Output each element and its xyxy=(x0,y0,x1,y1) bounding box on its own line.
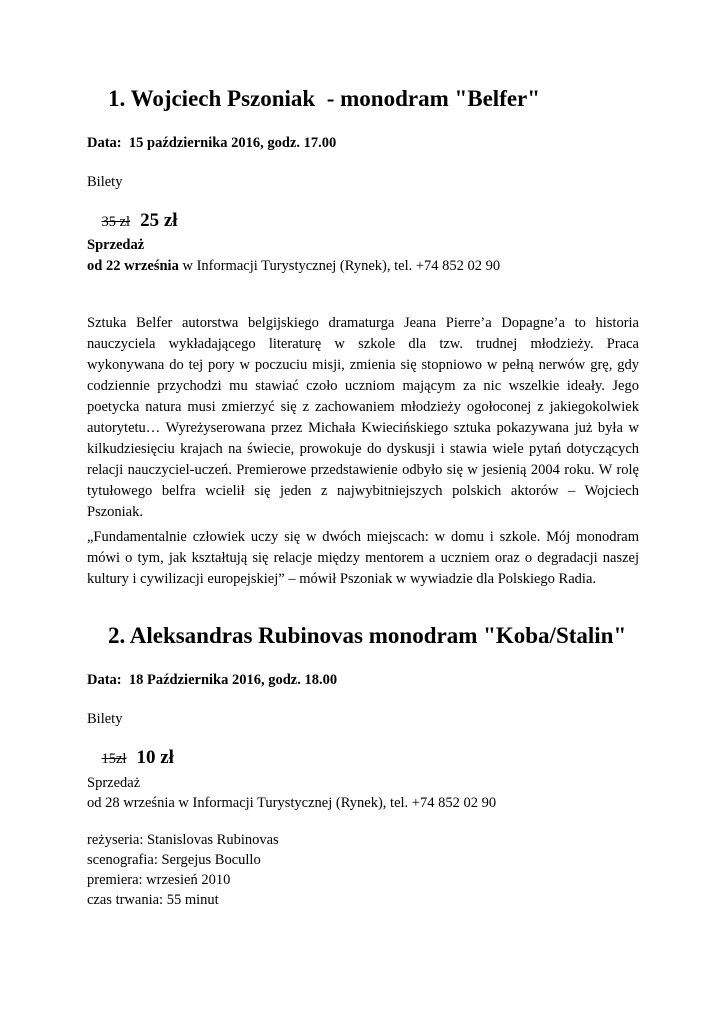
event1-sale-from: od 22 września xyxy=(87,258,179,274)
event1-title: 1. Wojciech Pszoniak - monodram "Belfer" xyxy=(108,86,541,111)
description-line: kilkudziesięciu krajach na świecie, prowokuje do dyskusji i stawia wiele pytań dotyczących xyxy=(87,441,639,457)
description-line: codziennie przychodzi mu stawiać czoło uczniom mającym za nic wszelkie ideały. Jego xyxy=(87,378,639,394)
event2-sale-label: Sprzedaż xyxy=(87,775,141,791)
event2-credit-premiere: premiera: wrzesień 2010 xyxy=(87,872,231,888)
description-line: relacji nauczyciel-uczeń. Premierowe przedstawienie odbyło się w jesienią 2004 roku. W rolę xyxy=(87,462,639,478)
event2-credit-scenography: scenografia: Sergejus Bocullo xyxy=(87,852,261,868)
quote-line: kultury i cywilizacji europejskiej” – mówił Pszoniak w wywiadzie dla Polskiego Radia. xyxy=(87,571,597,587)
event2-credit-director: reżyseria: Stanislovas Rubinovas xyxy=(87,832,279,848)
quote-line: „Fundamentalnie człowiek uczy się w dwóch miejscach: w domu i szkole. Mój monodram xyxy=(87,529,639,545)
event2-title: 2. Aleksandras Rubinovas monodram "Koba/Stalin" xyxy=(108,623,627,648)
event2-date: Data: 18 Października 2016, godz. 18.00 xyxy=(87,672,338,688)
event1-date: Data: 15 października 2016, godz. 17.00 xyxy=(87,135,337,151)
event2-tickets-label: Bilety xyxy=(87,711,123,727)
event2-sale-info: od 28 września w Informacji Turystycznej (Rynek), tel. +74 852 02 90 xyxy=(87,795,497,811)
quote-line: mówi o tym, jak kształtują się relacje między mentorem a uczniem oraz o degradacji naszej xyxy=(87,550,639,566)
description-line: nauczyciela wykładającego literaturę w szkole dla tzw. trudnej młodzieży. Praca xyxy=(87,336,639,352)
event1-sale-info xyxy=(87,258,500,275)
event1-price-new: 25 zł xyxy=(140,210,178,231)
event2-price-old: 15zł xyxy=(101,751,127,767)
description-line: Sztuka Belfer autorstwa belgijskiego dramaturga Jeana Pierre’a Dopagne’a to historia xyxy=(87,315,639,331)
event1-sale-rest: w Informacji Turystycznej (Rynek), tel. +74 852 02 90 xyxy=(178,258,501,274)
description-line: tytułowego belfra wcielił się jeden z najwybitniejszych polskich aktorów – Wojciech xyxy=(87,483,639,499)
event1-price-old: 35 zł xyxy=(101,214,131,230)
event1-sale-label: Sprzedaż xyxy=(87,237,145,253)
event1-quote xyxy=(87,527,639,590)
event1-tickets-label: Bilety xyxy=(87,174,123,190)
description-line: Pszoniak. xyxy=(87,504,143,520)
event1-description xyxy=(87,313,639,523)
description-line: poetycka natura musi zmierzyć się z zachowaniem młodzieży ogołoconej z jakiegokolwiek xyxy=(87,399,639,415)
event2-price-new: 10 zł xyxy=(136,747,174,768)
description-line: wykonywana do tej pory w poczuciu misji, zmienia się stopniowo w pełną nerwów grę, gdy xyxy=(87,357,639,373)
event2-credit-duration: czas trwania: 55 minut xyxy=(87,892,219,908)
description-line: autorytetu… Wyreżyserowana przez Michała Kwiecińskiego sztuka pokazywana już była w xyxy=(87,420,639,436)
